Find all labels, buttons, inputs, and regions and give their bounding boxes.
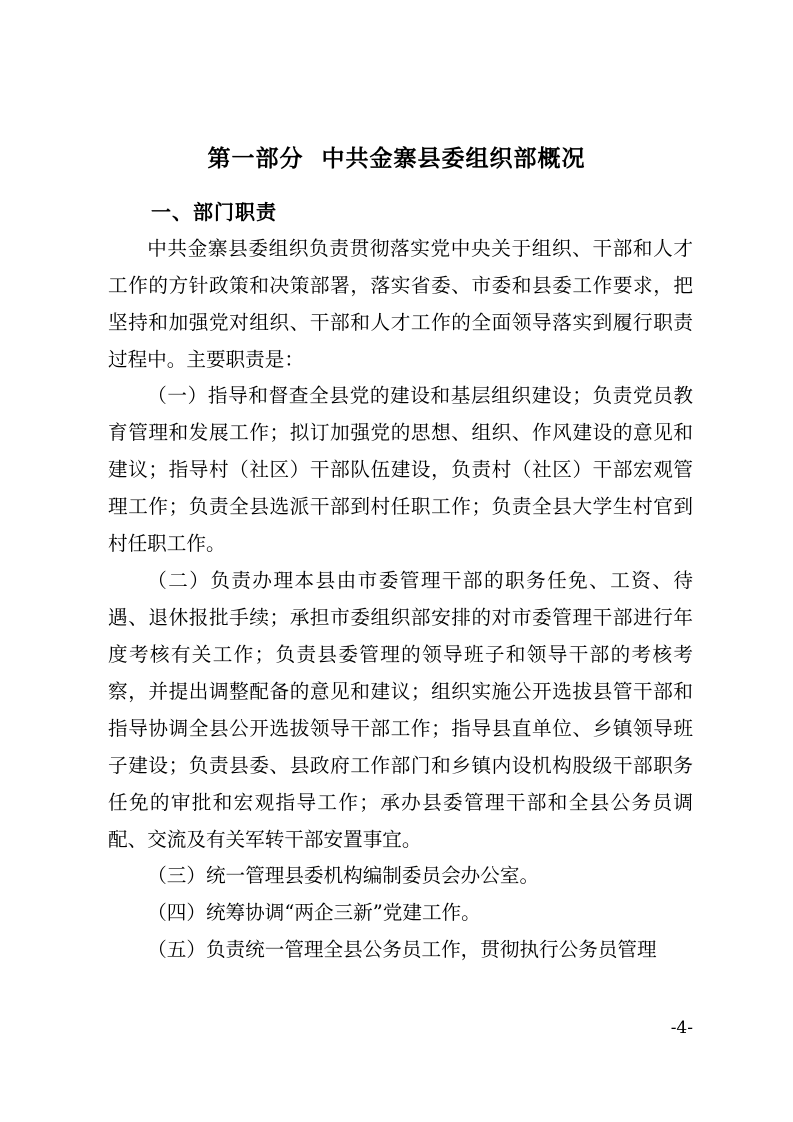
duty-item-2: （二）负责办理本县由市委管理干部的职务任免、工资、待遇、退休报批手续；承担市委组织部安排的对市委管理干部进行年度考核有关工作；负责县委管理的领导班子和领导干部的考核考察，并提出调整配备的意见和建议；组织实施公开选拔县管干部和指导协调全县公开选拔领导干部工作；指导县直单位、乡镇领导班子建设；负责县委、县政府工作部门和乡镇内设机构股级干部职务任免的审批和宏观指导工作；承办县委管理干部和全县公务员调配、交流及有关军转干部安置事宜。: [108, 569, 693, 851]
duty-item-3: （三）统一管理县委机构编制委员会办公室。: [147, 864, 540, 887]
intro-paragraph: 中共金寨县委组织负责贯彻落实党中央关于组织、干部和人才工作的方针政策和决策部署，落实省委、市委和县委工作要求，把坚持和加强党对组织、干部和人才工作的全面领导落实到履行职责过程中。主要职责是：: [108, 237, 693, 371]
duty-item-5: （五）负责统一管理全县公务员工作，贯彻执行公务员管理: [147, 938, 657, 961]
page-number: -4-: [670, 1018, 693, 1038]
page-title: 第一部分 中共金寨县委组织部概况: [207, 146, 586, 172]
section-heading: 一、部门职责: [151, 200, 277, 224]
duty-item-1: （一）指导和督查全县党的建设和基层组织建设；负责党员教育管理和发展工作；拟订加强党的思想、组织、作风建设的意见和建议；指导村（社区）干部队伍建设，负责村（社区）干部宏观管理工作；负责全县选派干部到村任职工作；负责全县大学生村官到村任职工作。: [108, 384, 693, 555]
duty-item-4: （四）统筹协调“两企三新”党建工作。: [147, 901, 481, 924]
